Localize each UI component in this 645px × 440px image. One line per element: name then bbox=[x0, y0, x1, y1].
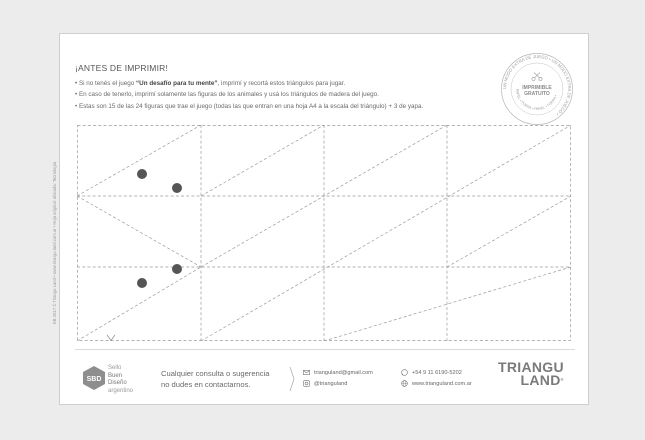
instruction-item: • Estas son 15 de las 24 figuras que trae el juego (todas las que entran en una hoja A4 a la escala del triángulo) + 3 de yapa. bbox=[75, 102, 424, 110]
website-contact[interactable]: www.trianguland.com.ar bbox=[401, 380, 472, 387]
stamp-center-line2: GRATUITO bbox=[524, 91, 550, 97]
side-credit-text: EB 2017 © Triangu Land • www.triangu.land.com.ar • Hoja original: ubicada: Tecnología bbox=[52, 161, 57, 324]
instagram-icon bbox=[303, 380, 310, 387]
trianguland-logo: TRIANGU LAND® bbox=[498, 359, 564, 388]
sbd-label: Sello Buen Diseño argentino bbox=[108, 365, 134, 394]
free-printable-stamp bbox=[500, 52, 574, 126]
eye-dot bbox=[137, 169, 147, 179]
mail-icon bbox=[303, 369, 310, 376]
eye-dot bbox=[172, 183, 182, 193]
svg-text:SBD: SBD bbox=[86, 376, 102, 383]
instruction-item: • En caso de tenerlo, imprimí solamente las figuras de los animales y usá los triángulos de madera del juego. bbox=[75, 91, 379, 99]
stamp-outer-text: UN MODO EXTRA DE JUEGO • UN MODO EXTRA DE JUEGO • bbox=[501, 53, 573, 117]
chevron-right-icon bbox=[289, 366, 295, 392]
stamp-inner-text: PAPEL • TIJERA • PAPEL • TIJERA • bbox=[514, 88, 558, 112]
scissors-icon bbox=[107, 335, 115, 341]
globe-icon bbox=[401, 380, 408, 387]
page-title: ¡ANTES DE IMPRIMIR! bbox=[75, 63, 169, 73]
instagram-contact[interactable]: @trianguland bbox=[303, 380, 347, 387]
scissors-icon bbox=[532, 73, 542, 81]
phone-contact[interactable]: +54 9 11 6190-5202 bbox=[401, 369, 462, 376]
stamp-center-line1: IMPRIMIBLE bbox=[522, 85, 552, 91]
footer-divider bbox=[75, 349, 575, 350]
sbd-badge-icon bbox=[82, 365, 106, 391]
contact-prompt: Cualquier consulta o sugerencia no dudes en contactarnos. bbox=[161, 369, 270, 389]
triangle-cutout-grid bbox=[77, 125, 571, 341]
eye-dot bbox=[172, 264, 182, 274]
instructions-list bbox=[75, 78, 423, 112]
whatsapp-icon bbox=[401, 369, 408, 376]
eye-dot bbox=[137, 278, 147, 288]
email-contact[interactable]: trianguland@gmail.com bbox=[303, 369, 373, 376]
instruction-item: • Si no tenés el juego “Un desafío para tu mente”, imprimí y recortá estos triángulos para jugar. bbox=[75, 80, 346, 87]
printable-sheet bbox=[52, 33, 589, 405]
